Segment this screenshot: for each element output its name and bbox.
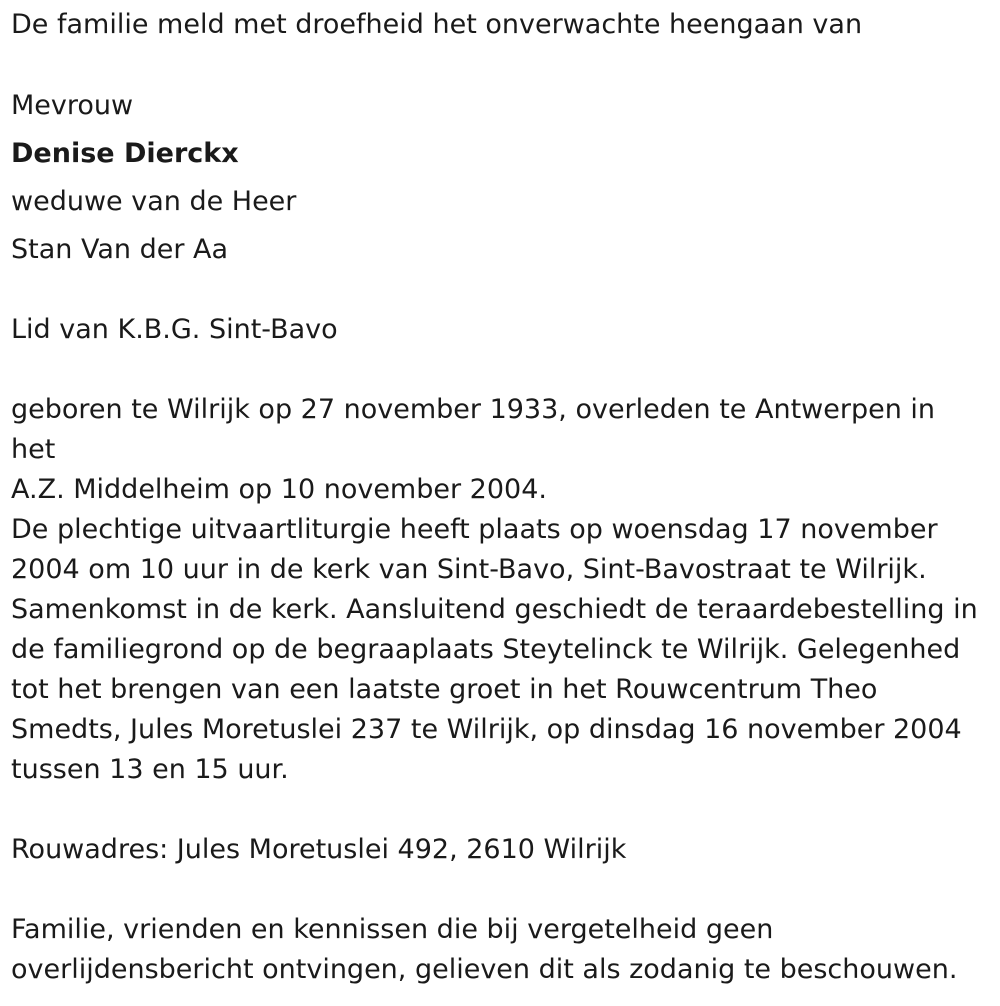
funeral-line: tot het brengen van een laatste groet in het Rouwcentrum Theo — [11, 674, 878, 705]
closing-line: overlijdensbericht ontvingen, gelieven dit als zodanig te beschouwen. — [11, 954, 958, 985]
birth-death-line: A.Z. Middelheim op 10 november 2004. — [11, 474, 547, 505]
relation-line-2: Stan Van der Aa — [11, 234, 229, 265]
closing-line: Familie, vrienden en kennissen die bij vergetelheid geen — [11, 914, 774, 945]
title-text: Mevrouw — [11, 90, 134, 121]
mourning-address: Rouwadres: Jules Moretuslei 492, 2610 Wilrijk — [11, 834, 627, 865]
closing-paragraph — [11, 910, 986, 990]
intro-text: De familie meld met droefheid het onverwachte heengaan van — [11, 9, 863, 40]
funeral-line: 2004 om 10 uur in de kerk van Sint-Bavo, Sint-Bavostraat te Wilrijk. — [11, 554, 927, 585]
funeral-paragraph — [11, 510, 986, 790]
funeral-line: de familiegrond op de begraaplaats Steytelinck te Wilrijk. Gelegenhed — [11, 634, 961, 665]
funeral-line: Smedts, Jules Moretuslei 237 te Wilrijk, op dinsdag 16 november 2004 — [11, 714, 962, 745]
funeral-line: De plechtige uitvaartliturgie heeft plaats op woensdag 17 november — [11, 514, 938, 545]
birth-death-paragraph — [11, 390, 986, 510]
deceased-name: Denise Dierckx — [11, 138, 239, 169]
funeral-line: tussen 13 en 15 uur. — [11, 754, 289, 785]
funeral-line: Samenkomst in de kerk. Aansluitend geschiedt de teraardebestelling in — [11, 594, 978, 625]
relation-line-1: weduwe van de Heer — [11, 186, 297, 217]
membership-text: Lid van K.B.G. Sint-Bavo — [11, 314, 338, 345]
birth-death-line: geboren te Wilrijk op 27 november 1933, overleden te Antwerpen in het — [11, 394, 936, 465]
